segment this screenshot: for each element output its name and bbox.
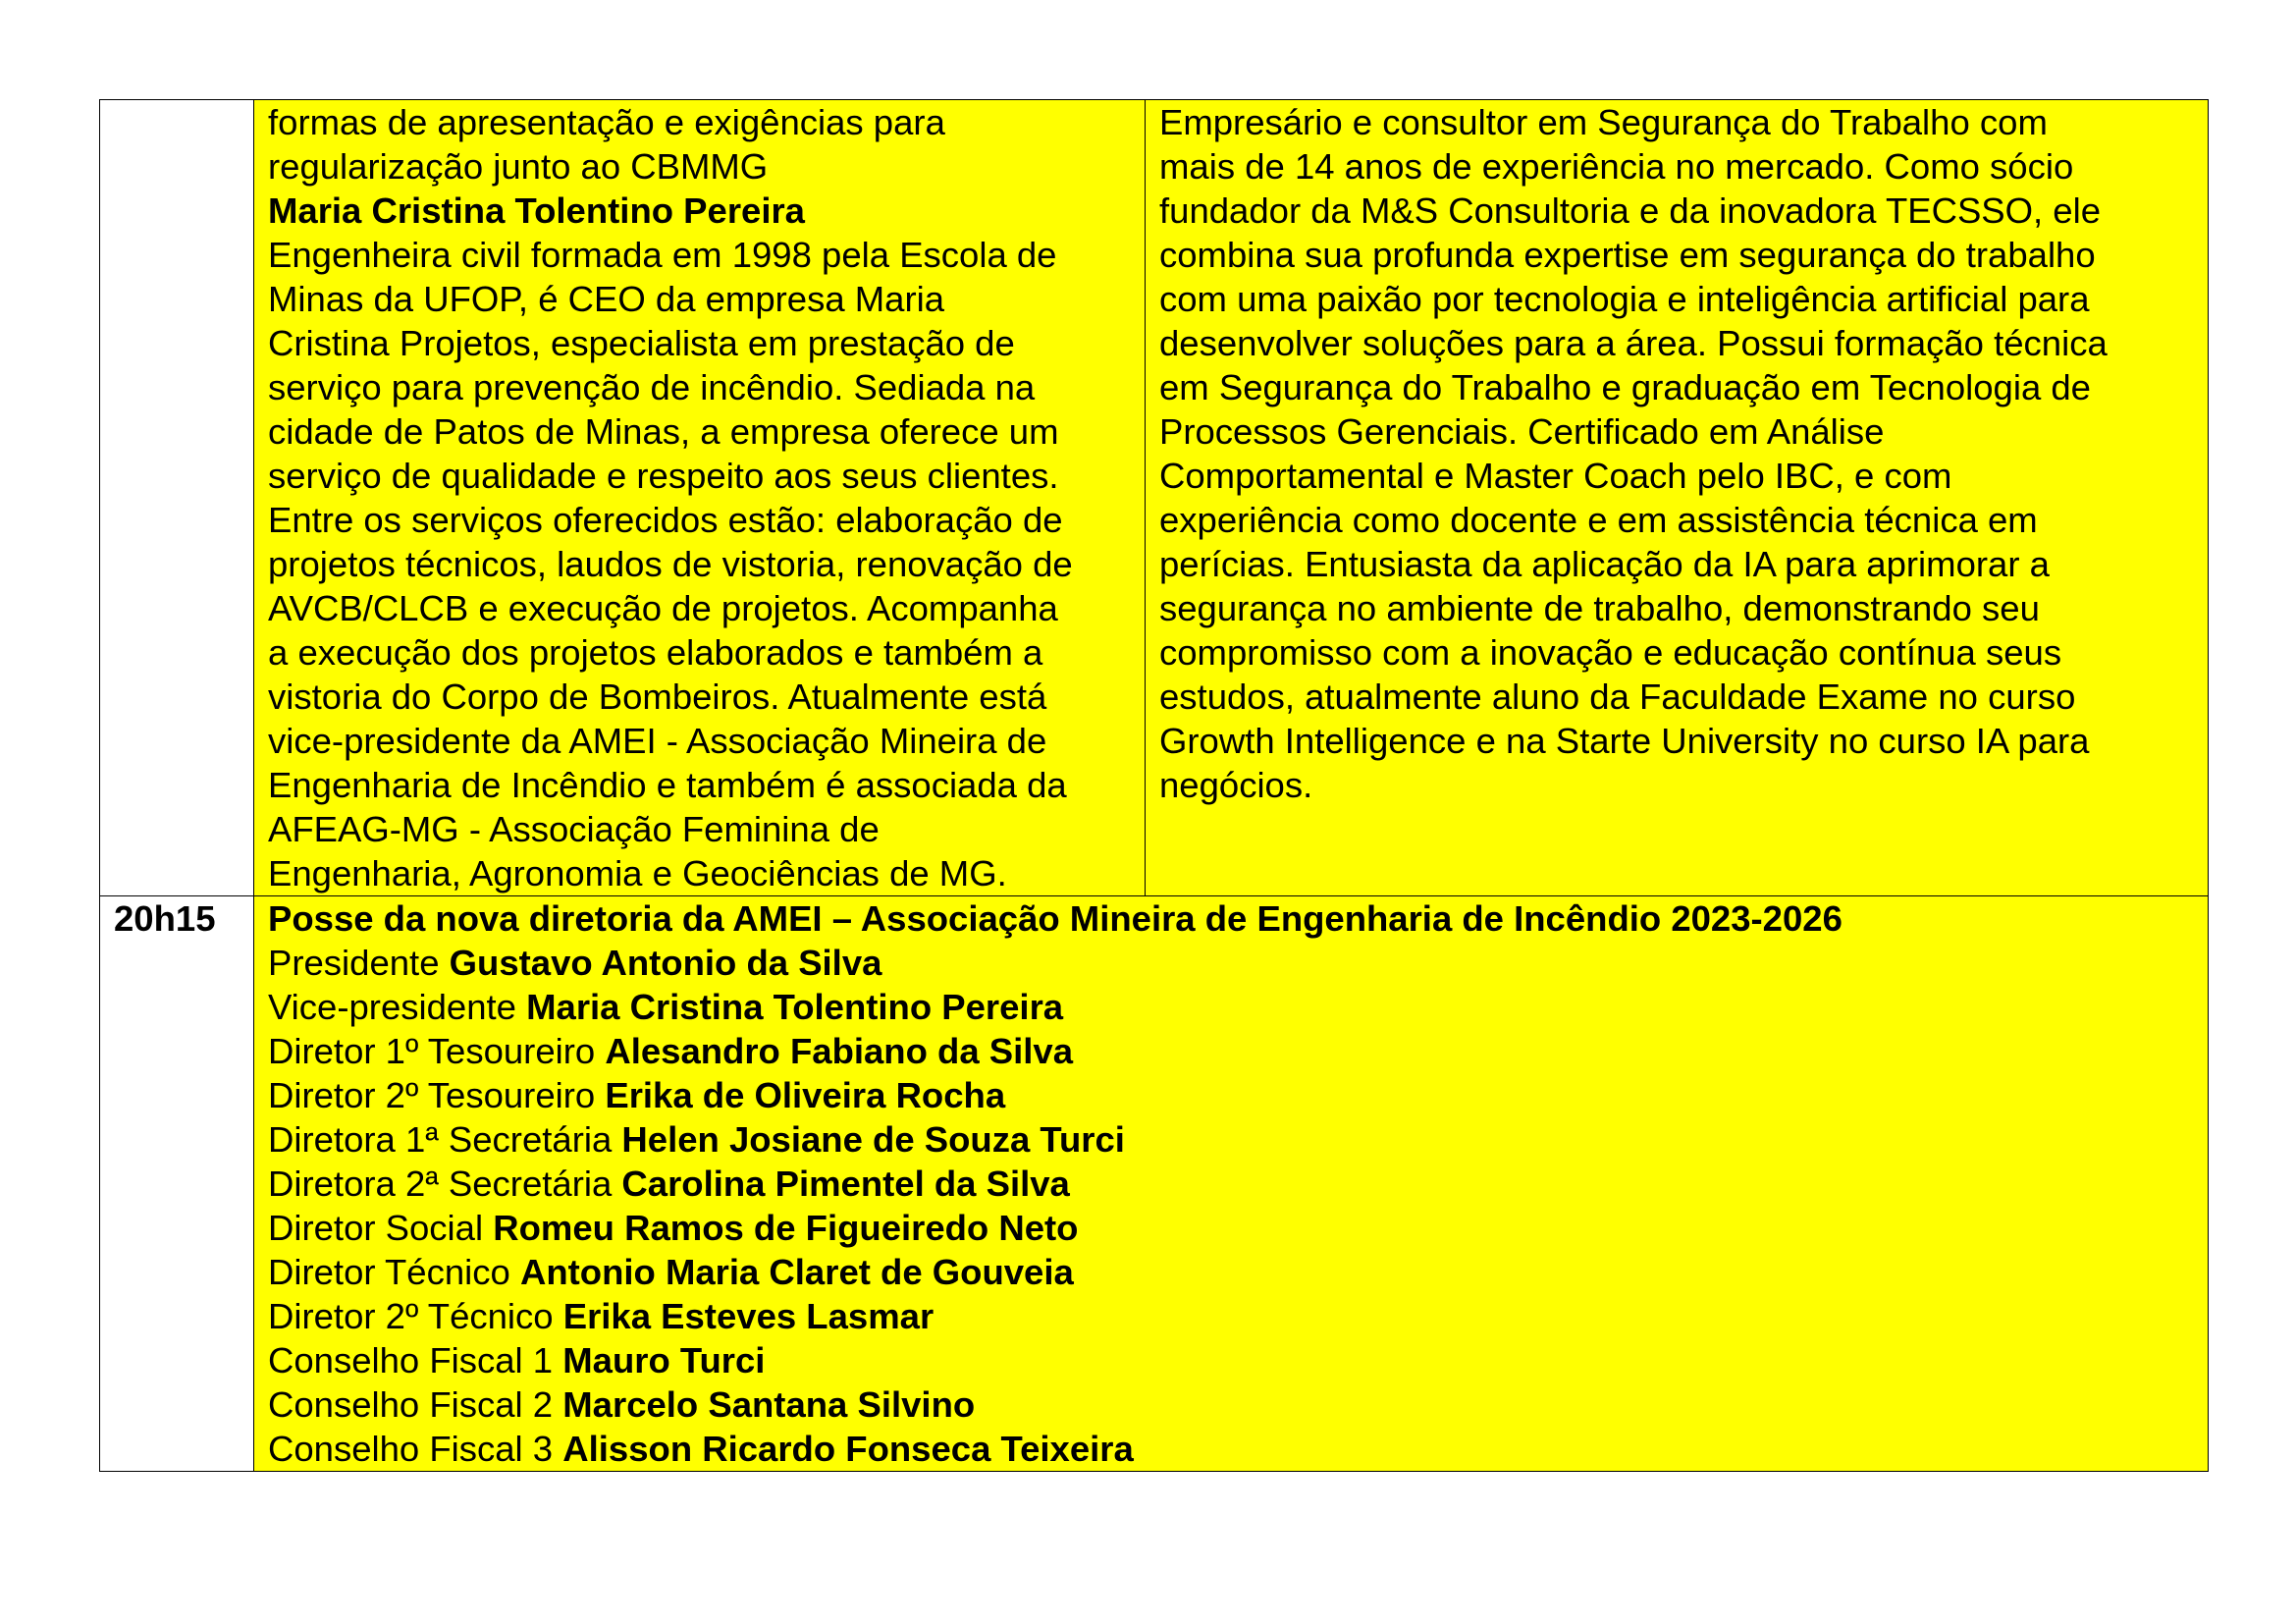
schedule-table [99, 99, 2209, 1472]
board-role: Diretor 2º Técnico [268, 1296, 554, 1336]
board-member-name: Mauro Turci [562, 1340, 766, 1380]
speaker-left-cell [254, 100, 1146, 896]
schedule-row-speakers [100, 100, 2209, 896]
bio-line: projetos técnicos, laudos de vistoria, renovação de [268, 544, 1073, 584]
board-member-name: Helen Josiane de Souza Turci [621, 1119, 1125, 1160]
board-member [268, 1162, 2194, 1206]
board-cell [254, 896, 2209, 1472]
bio-line: vice-presidente da AMEI - Associação Mineira de [268, 721, 1047, 761]
bio-line: AFEAG-MG - Associação Feminina de [268, 809, 880, 849]
board-role: Diretora 1ª Secretária [268, 1119, 613, 1160]
time-cell: 20h15 [100, 896, 254, 1472]
bio-line: fundador da M&S Consultoria e da inovadora TECSSO, ele [1159, 190, 2102, 231]
board-member [268, 1382, 2194, 1427]
bio-line: desenvolver soluções para a área. Possui formação técnica [1159, 323, 2108, 363]
bio-line: com uma paixão por tecnologia e inteligência artificial para [1159, 279, 2090, 319]
intro-line: regularização junto ao CBMMG [268, 146, 769, 187]
board-member-name: Marcelo Santana Silvino [562, 1384, 976, 1425]
board-member-name: Erika de Oliveira Rocha [605, 1075, 1006, 1115]
bio-line: segurança no ambiente de trabalho, demonstrando seu [1159, 588, 2040, 628]
board-member [268, 1427, 2194, 1471]
board-member-name: Romeu Ramos de Figueiredo Neto [493, 1208, 1079, 1248]
bio-line: Comportamental e Master Coach pelo IBC, e com [1159, 456, 1952, 496]
board-member-name: Alesandro Fabiano da Silva [605, 1031, 1074, 1071]
intro-line: formas de apresentação e exigências para [268, 102, 945, 142]
bio-line: combina sua profunda expertise em segurança do trabalho [1159, 235, 2096, 275]
bio-line: Engenheira civil formada em 1998 pela Escola de [268, 235, 1057, 275]
bio-line: a execução dos projetos elaborados e também a [268, 632, 1043, 673]
bio-line: experiência como docente e em assistência técnica em [1159, 500, 2038, 540]
bio-line: estudos, atualmente aluno da Faculdade Exame no curso [1159, 677, 2076, 717]
board-member-name: Alisson Ricardo Fonseca Teixeira [562, 1429, 1134, 1469]
board-role: Diretor 1º Tesoureiro [268, 1031, 596, 1071]
bio-line: mais de 14 anos de experiência no mercado. Como sócio [1159, 146, 2074, 187]
bio-line: Growth Intelligence e na Starte University no curso IA para [1159, 721, 2090, 761]
board-role: Presidente [268, 943, 440, 983]
board-member [268, 1250, 2194, 1294]
board-member [268, 1117, 2194, 1162]
bio-line: Minas da UFOP, é CEO da empresa Maria [268, 279, 945, 319]
board-member [268, 985, 2194, 1029]
bio-line: Entre os serviços oferecidos estão: elaboração de [268, 500, 1063, 540]
board-role: Diretor Social [268, 1208, 484, 1248]
bio-line: negócios. [1159, 765, 1313, 805]
board-role: Diretor Técnico [268, 1252, 510, 1292]
bio-line: perícias. Entusiasta da aplicação da IA para aprimorar a [1159, 544, 2050, 584]
bio-line: cidade de Patos de Minas, a empresa oferece um [268, 411, 1059, 452]
board-role: Vice-presidente [268, 987, 516, 1027]
board-role: Diretor 2º Tesoureiro [268, 1075, 596, 1115]
schedule-row-board [100, 896, 2209, 1472]
board-role: Conselho Fiscal 2 [268, 1384, 554, 1425]
board-member [268, 1294, 2194, 1338]
board-member-name: Carolina Pimentel da Silva [621, 1164, 1070, 1204]
board-member-name: Antonio Maria Claret de Gouveia [519, 1252, 1074, 1292]
bio-line: Engenharia, Agronomia e Geociências de MG. [268, 853, 1007, 893]
bio-line: vistoria do Corpo de Bombeiros. Atualmente está [268, 677, 1047, 717]
board-member-name: Gustavo Antonio da Silva [449, 943, 882, 983]
board-member-name: Erika Esteves Lasmar [562, 1296, 934, 1336]
bio-line: em Segurança do Trabalho e graduação em Tecnologia de [1159, 367, 2091, 407]
bio-line: Cristina Projetos, especialista em prestação de [268, 323, 1015, 363]
time-cell-empty [100, 100, 254, 896]
bio-line: serviço para prevenção de incêndio. Sediada na [268, 367, 1036, 407]
bio-line: serviço de qualidade e respeito aos seus clientes. [268, 456, 1059, 496]
board-role: Diretora 2ª Secretária [268, 1164, 613, 1204]
board-role: Conselho Fiscal 1 [268, 1340, 554, 1380]
speaker-name: Maria Cristina Tolentino Pereira [268, 190, 805, 231]
board-member [268, 1029, 2194, 1073]
event-title: Posse da nova diretoria da AMEI – Associação Mineira de Engenharia de Incêndio 2023-2026 [268, 898, 1842, 939]
board-member [268, 941, 2194, 985]
board-member-name: Maria Cristina Tolentino Pereira [526, 987, 1064, 1027]
bio-line: Empresário e consultor em Segurança do Trabalho com [1159, 102, 2048, 142]
bio-line: Processos Gerenciais. Certificado em Análise [1159, 411, 1885, 452]
board-member [268, 1073, 2194, 1117]
bio-line: Engenharia de Incêndio e também é associada da [268, 765, 1067, 805]
speaker-right-cell [1146, 100, 2209, 896]
board-member [268, 1338, 2194, 1382]
bio-line: compromisso com a inovação e educação contínua seus [1159, 632, 2062, 673]
bio-line: AVCB/CLCB e execução de projetos. Acompanha [268, 588, 1058, 628]
board-role: Conselho Fiscal 3 [268, 1429, 554, 1469]
board-member [268, 1206, 2194, 1250]
